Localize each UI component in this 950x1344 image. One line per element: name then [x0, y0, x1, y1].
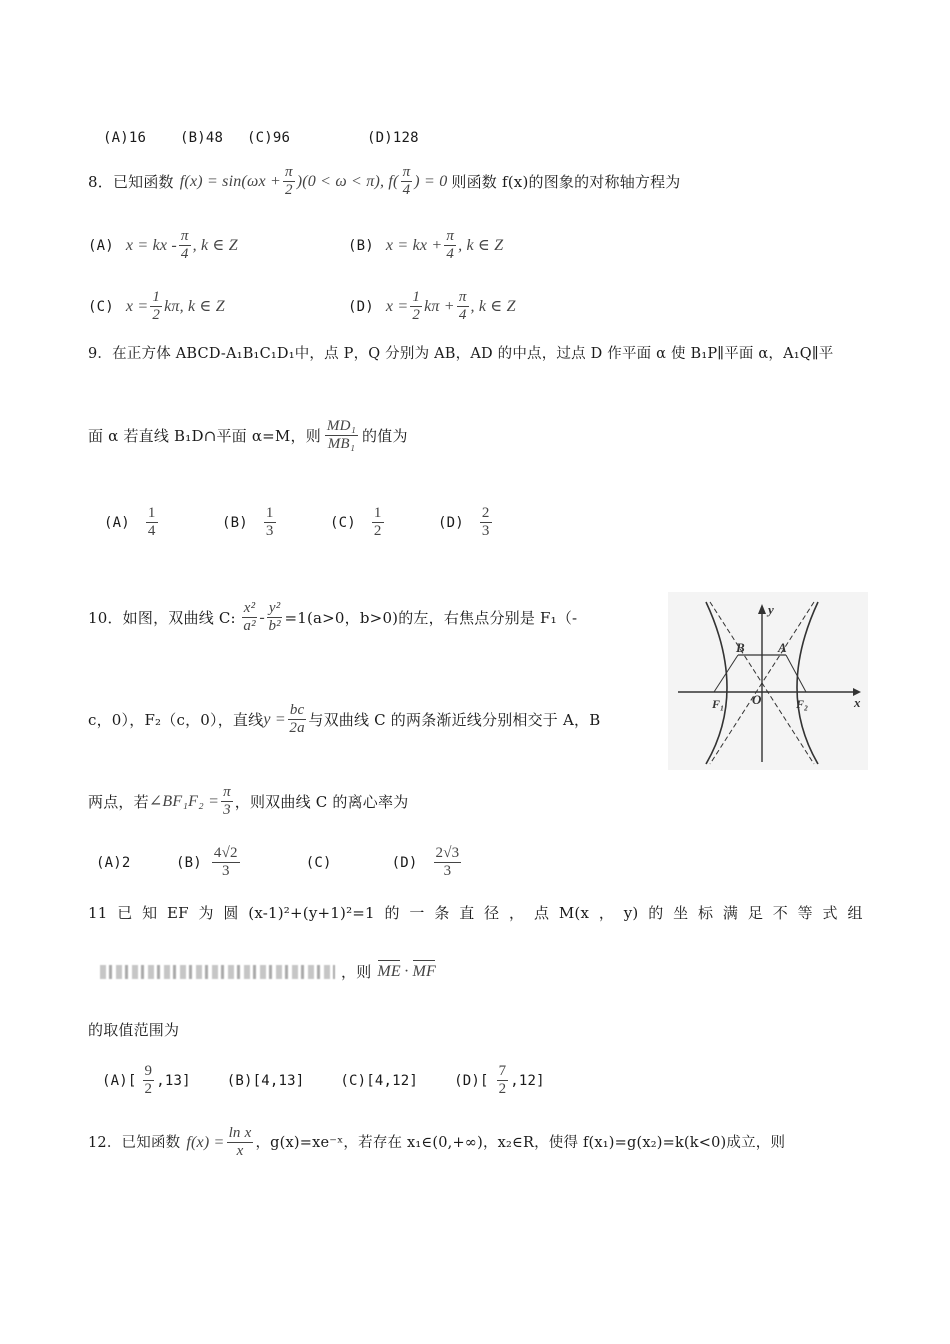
q8-stem-a: 已知函数: [112, 172, 174, 191]
q10-option-b-value: $\frac{4√2}{3}$: [213, 845, 238, 879]
y-axis-label: y: [768, 602, 774, 617]
inequality-system-image: [100, 965, 335, 979]
q9-option-b: (B) $\frac{1}{3}$: [222, 505, 274, 539]
x-axis-label: x: [854, 695, 861, 710]
q8-option-a: (A) x = kx - $\frac{\pi}{4}$ , k ∈ Z: [88, 228, 238, 262]
q11-line1: 11 已 知 EF 为 圆 (x-1)²+(y+1)²=1 的 一 条 直 径 ， 点 M(x ， y) 的 坐 标 满 足 不 等 式 组: [88, 904, 863, 922]
q7-option-a: (A)16: [103, 130, 147, 146]
q7-option-b: (B)48: [180, 130, 224, 146]
q10-line3: 两点，若 ∠BF₁F₂ = $\frac{\pi}{3}$ ，则双曲线 C 的离心率为: [88, 784, 409, 818]
q12-line: 12．已知函数 f(x) = $\frac{\text{ln x}}{x}$ ，g(x)=xe⁻ˣ，若存在 x₁∈(0,+∞)，x₂∈R，使得 f(x₁)=g(x₂)=k(k<0)成立，则: [88, 1125, 786, 1159]
q8-cond: )(0 < ω < π), f(: [296, 172, 399, 190]
q8-frac-pi-2: $\frac{\pi}{2}$: [284, 164, 293, 198]
vector-mf: MF: [412, 963, 436, 980]
q9-option-a: (A) $\frac{1}{4}$: [104, 505, 156, 539]
q9-option-c: (C) $\frac{1}{2}$: [330, 505, 382, 539]
q11-line3: 的取值范围为: [88, 1021, 180, 1039]
q9-line2: 面 α 若直线 B₁D∩平面 α=M，则 $\frac{\text{MD₁}}{\text{MB₁}}$ 的值为: [88, 418, 408, 452]
vector-me: ME: [377, 963, 401, 980]
focus-f1-label: F₁: [712, 697, 725, 711]
q8-number: 8．: [88, 172, 113, 191]
q8-option-c: (C) x = $\frac{1}{2}$ kπ, k ∈ Z: [88, 289, 225, 323]
q10-line1: 10．如图，双曲线 C: $\frac{\text{x²}}{\text{a²}}$ - $\frac{\text{y²}}{\text{b²}}$ =1(a>0，b>0)的左，右焦点分别是 F₁（-: [88, 600, 578, 634]
q11-options: (A)[ $\frac{9}{2}$ ,13] (B)[4,13] (C)[4,12] (D)[ $\frac{7}{2}$ ,12]: [102, 1063, 545, 1097]
q8-func: f(x) = sin(ωx +: [179, 172, 281, 190]
q10-option-d-value: $\frac{2√3}{3}$: [435, 845, 460, 879]
q11-option-b: (B)[4,13]: [226, 1072, 305, 1089]
q8-frac-pi-4: $\frac{\pi}{4}$: [402, 164, 411, 198]
q11-line2: ，则 ME · MF: [100, 962, 436, 982]
q8-cond-end: ) = 0: [414, 172, 448, 190]
q7-option-c: (C)96: [247, 130, 291, 146]
q8-option-d: (D) x = $\frac{1}{2}$ kπ + $\frac{\pi}{4}$ , k ∈ Z: [348, 289, 516, 323]
q10-line2: c，0），F₂（c，0），直线 y = $\frac{bc}{2a}$ 与双曲线 C 的两条渐近线分别相交于 A，B: [88, 702, 601, 736]
q11-option-c: (C)[4,12]: [340, 1072, 419, 1089]
hyperbola-figure: [668, 592, 868, 770]
q7-option-d: (D)128: [367, 130, 419, 146]
q8-option-b: (B) x = kx + $\frac{\pi}{4}$ , k ∈ Z: [348, 228, 504, 262]
q10-options: (A)2 (B) $\frac{4√2}{3}$ (C) (D) $\frac{2√3}{3}$: [96, 845, 460, 879]
focus-f2-label: F₂: [796, 697, 809, 711]
q9-line1: 9．在正方体 ABCD-A₁B₁C₁D₁中，点 P，Q 分别为 AB，AD 的中点，过点 D 作平面 α 使 B₁P∥平面 α，A₁Q∥平: [88, 346, 834, 362]
point-b-label: B: [736, 640, 745, 655]
point-a-label: A: [778, 640, 787, 655]
q9-option-d: (D) $\frac{2}{3}$: [438, 505, 490, 539]
q8-stem: [88, 164, 681, 199]
q10-option-a: (A)2: [96, 854, 131, 871]
origin-label: O: [752, 692, 762, 707]
q10-option-c: (C): [305, 854, 332, 871]
q8-stem-b: 则函数 f(x)的图象的对称轴方程为: [451, 172, 681, 191]
